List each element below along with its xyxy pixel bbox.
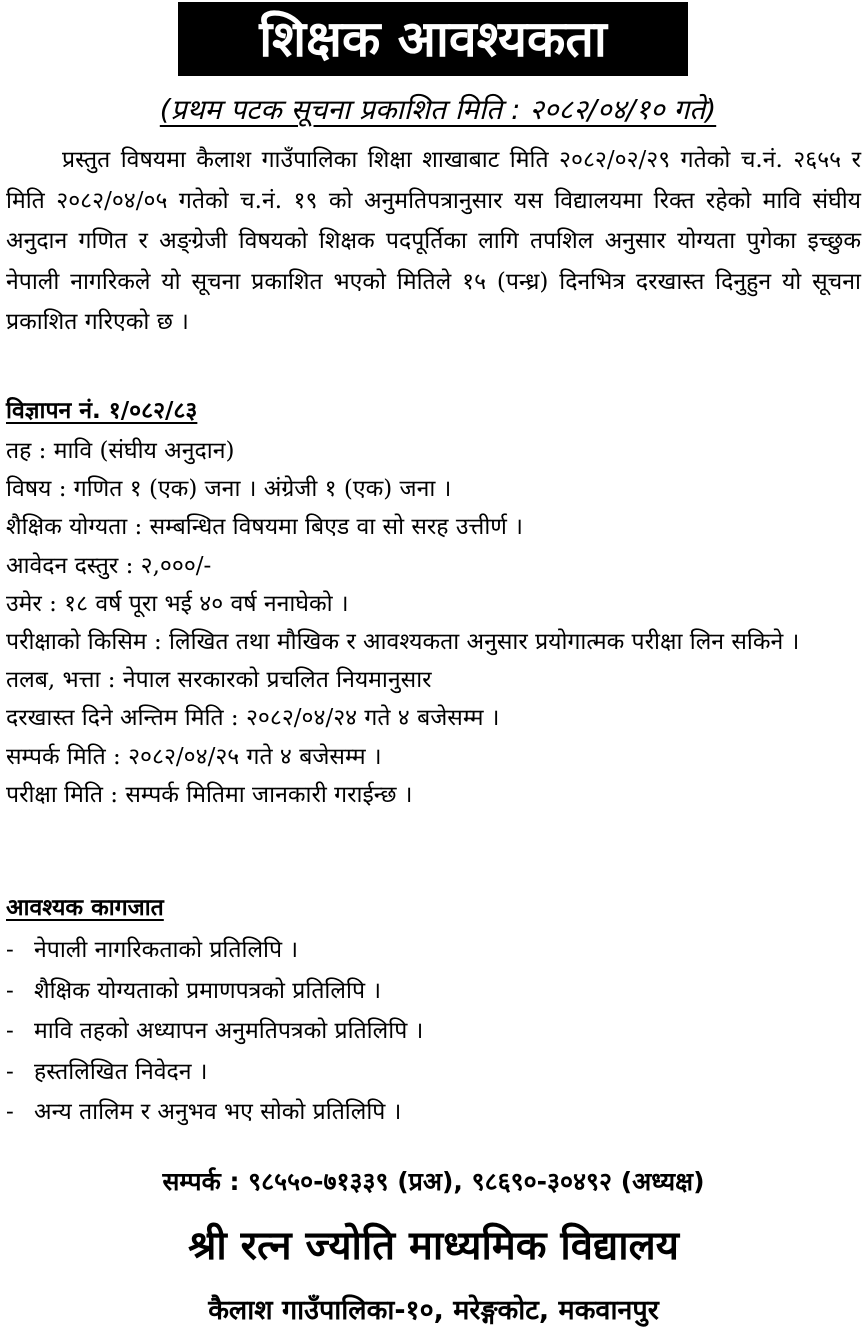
- school-name: श्री रत्न ज्योति माध्यमिक विद्यालय: [188, 1223, 679, 1269]
- list-item: - अन्य तालिम र अनुभव भए सोको प्रतिलिपि ।: [6, 1099, 402, 1125]
- detail-application-fee: आवेदन दस्तुर : २,०००/-: [6, 552, 212, 579]
- advertisement-number-heading: विज्ञापन नं. १/०८२/८३: [6, 398, 198, 424]
- intro-paragraph: प्रस्तुत विषयमा कैलाश गाउँपालिका शिक्षा शाखाबाट मिति २०८२/०२/२९ गतेको च.नं. २६५५ र मिति २०८२/०४/०५ गतेको च.नं. १९ को अनुमतिपत्रानुसार यस विद्यालयमा रिक्त रहेको मावि संघीय अनुदान गणित र अङ्ग्रेजी विषयको शिक्षक पदपूर्तिका लागि तपशिल अनुसार योग्यता पुगेका इच्छुक नेपाली नागरिकले यो सूचना प्रकाशित भएको मितिले १५ (पन्ध्र) दिनभित्र दरखास्त दिनुहुन यो सूचना प्रकाशित गरिएको छ ।: [6, 147, 861, 335]
- school-address: कैलाश गाउँपालिका-१०, मरेङ्गकोट, मकवानपुर: [208, 1295, 659, 1326]
- detail-salary: तलब, भत्ता : नेपाल सरकारको प्रचलित नियमानुसार: [6, 667, 432, 694]
- required-documents-heading: आवश्यक कागजात: [6, 895, 164, 921]
- detail-contact-date: सम्पर्क मिति : २०८२/०४/२५ गते ४ बजेसम्म ।: [6, 743, 382, 770]
- detail-deadline: दरखास्त दिने अन्तिम मिति : २०८२/०४/२४ गते ४ बजेसम्म ।: [6, 705, 500, 732]
- list-item: - नेपाली नागरिकताको प्रतिलिपि ।: [6, 937, 299, 963]
- title-banner: [178, 2, 688, 76]
- advertisement-details: [6, 432, 861, 814]
- contact-numbers: सम्पर्क : ९८५५०-७१३३९ (प्रअ), ९८६९०-३०४९२ (अध्यक्ष): [162, 1167, 705, 1196]
- detail-qualification: शैक्षिक योग्यता : सम्बन्धित विषयमा बिएड वा सो सरह उत्तीर्ण ।: [6, 514, 523, 541]
- required-documents-list: [6, 930, 861, 1133]
- detail-level: तह : मावि (संघीय अनुदान): [6, 438, 235, 464]
- page-title: शिक्षक आवश्यकता: [259, 10, 607, 68]
- notice-publish-date: (प्रथम पटक सूचना प्रकाशित मिति : २०८२/०४/१० गते): [159, 93, 717, 126]
- detail-age: उमेर : १८ वर्ष पूरा भई ४० वर्ष ननाघेको ।: [6, 590, 349, 617]
- intro-section: [6, 140, 861, 343]
- list-item: - मावि तहको अध्यापन अनुमतिपत्रको प्रतिलिपि ।: [6, 1018, 424, 1044]
- list-item: - शैक्षिक योग्यताको प्रमाणपत्रको प्रतिलिपि ।: [6, 977, 382, 1004]
- detail-exam-type: परीक्षाको किसिम : लिखित तथा मौखिक र आवश्यकता अनुसार प्रयोगात्मक परीक्षा लिन सकिने ।: [6, 629, 800, 656]
- detail-exam-date: परीक्षा मिति : सम्पर्क मितिमा जानकारी गराईन्छ ।: [6, 781, 413, 808]
- list-item: - हस्तलिखित निवेदन ।: [6, 1058, 208, 1085]
- detail-subject: विषय : गणित १ (एक) जना । अंग्रेजी १ (एक) जना ।: [6, 476, 452, 503]
